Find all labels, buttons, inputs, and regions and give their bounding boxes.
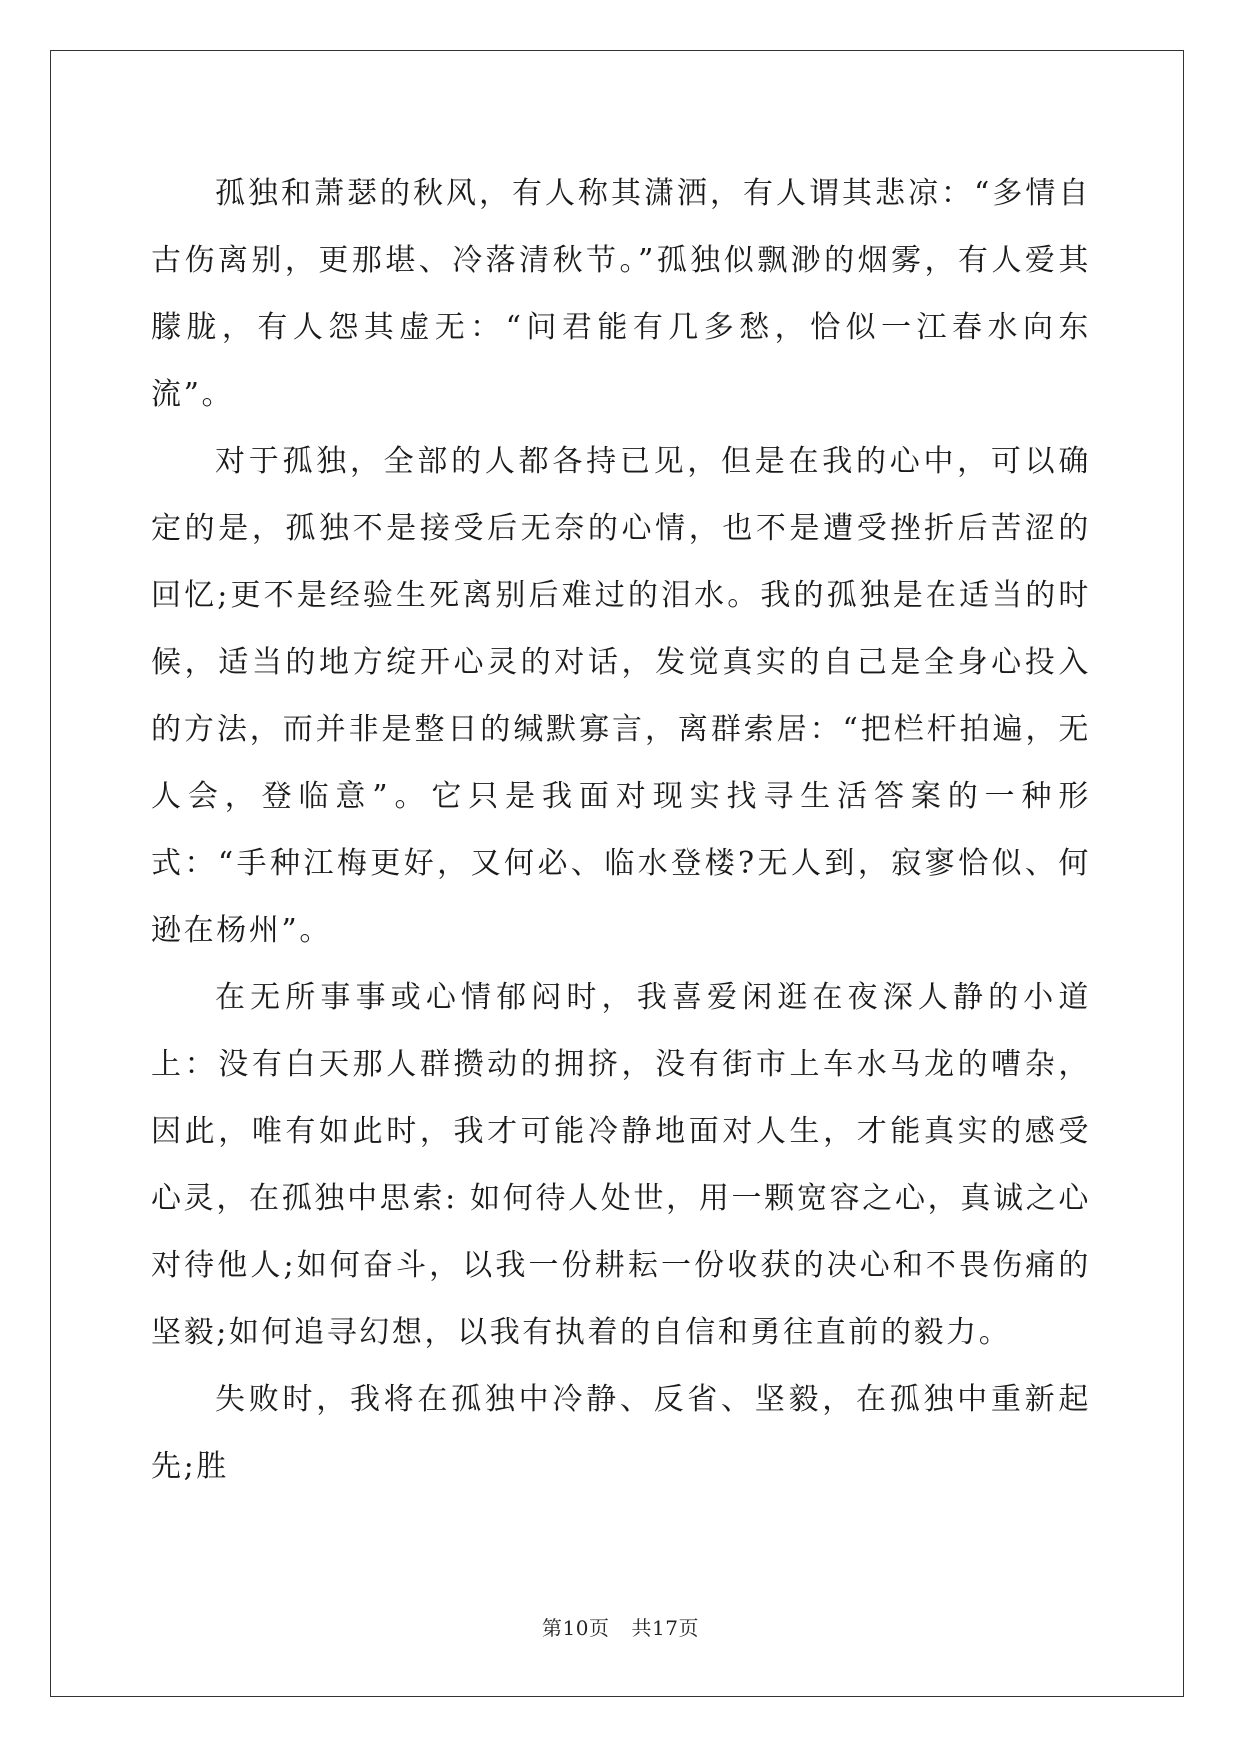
paragraph-2: 对于孤独，全部的人都各持已见，但是在我的心中，可以确定的是，孤独不是接受后无奈的心情，也不是遭受挫折后苦涩的回忆;更不是经验生死离别后难过的泪水。我的孤独是在适当的时候，适当的地方绽开心灵的对话，发觉真实的自己是全身心投入的方法，而并非是整日的缄默寡言，离群索居：“把栏杆拍遍，无人会，登临意”。它只是我面对现实找寻生活答案的一种形式：“手种江梅更好，又何必、临水登楼?无人到，寂寥恰似、何逊在杨州”。 [151,444,1091,948]
paragraph-1: 孤独和萧瑟的秋风，有人称其潇洒，有人谓其悲凉：“多情自古伤离别，更那堪、冷落清秋节。”孤独似飘渺的烟雾，有人爱其朦胧，有人怨其虚无：“问君能有几多愁，恰似一江春水向东流”。 [151,176,1091,412]
document-body [151,160,1091,1500]
paragraph-4: 失败时，我将在孤独中冷静、反省、坚毅，在孤独中重新起先;胜 [151,1382,1091,1484]
page-number-total: 共17页 [631,1616,699,1640]
paragraph-3: 在无所事事或心情郁闷时，我喜爱闲逛在夜深人静的小道上：没有白天那人群攒动的拥挤，没有街市上车水马龙的嘈杂，因此，唯有如此时，我才可能冷静地面对人生，才能真实的感受心灵，在孤独中思索: 如何待人处世，用一颗宽容之心，真诚之心对待他人;如何奋斗，以我一份耕耘一份收获的决心和不畏伤痛的坚毅;如何追寻幻想，以我有执着的自信和勇往直前的毅力。 [151,980,1091,1350]
page-footer [0,1612,1241,1641]
page-number-current: 第10页 [542,1616,610,1640]
